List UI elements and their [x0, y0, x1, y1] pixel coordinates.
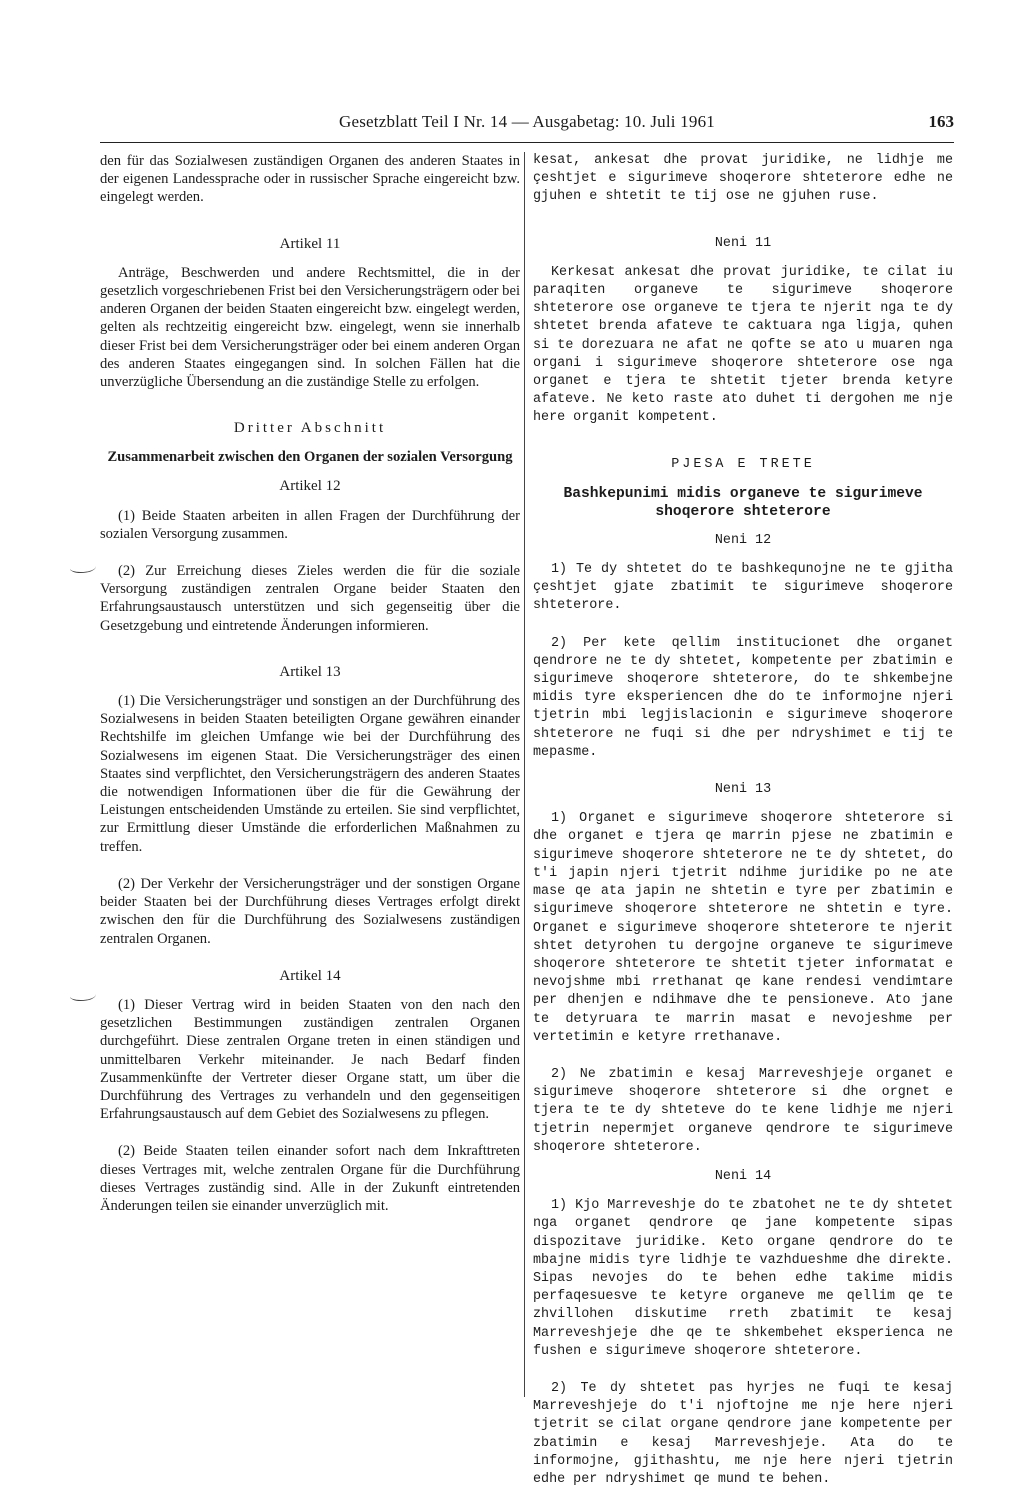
header-rule	[100, 142, 954, 143]
section-title: Bashkepunimi midis organeve te sigurimeve shoqerore shteterore	[563, 485, 923, 520]
neni-12-heading: Neni 12	[714, 532, 772, 548]
artikel-11-heading: Artikel 11	[279, 235, 341, 252]
page-number: 163	[928, 112, 954, 131]
artikel-11-paragraph: Anträge, Beschwerden und andere Rechtsmittel, die in der gesetzlich vorgeschriebenen Frist bei den Versicherungsträgern oder bei anderen Organen der beiden Staaten eingereicht bzw. eingelegt werden, gelten als rechtzeitig eingereicht bzw. eingelegt, wenn sie innerhalb dieser Frist bei dem Versicherungsträger oder bei einem anderen Organ des anderen Staates eingegangen sind. In solchen Fällen hat die unverzügliche Übersendung an die zuständige Stelle zu erfolgen.	[100, 264, 520, 391]
artikel-12-heading: Artikel 12	[279, 478, 341, 495]
right-column-albanian	[533, 152, 953, 1489]
neni-14-heading: Neni 14	[714, 1168, 772, 1184]
artikel-12-paragraph-1: (1) Beide Staaten arbeiten in allen Fragen der Durchführung der sozialen Versorgung zusammen.	[100, 507, 520, 542]
artikel-12-paragraph-2: (2) Zur Erreichung dieses Zieles werden die für die soziale Versorgung zuständigen zentralen Organe beider Staaten den Erfahrungsaustausch unterstützen und sich gegenseitig über die Gesetzgebung und eintretende Änderungen informieren.	[100, 563, 520, 634]
page-header	[100, 112, 954, 142]
neni-11-heading: Neni 11	[714, 235, 772, 251]
neni-14-paragraph-1: 1) Kjo Marreveshje do te zbatohet ne te dy shtetet nga organet qendrore qe jane kompetente sipas dispozitave juridike. Keto organe qendrore do te mbajne midis tyre lidhje te vazhdueshme dhe direkte. Sipas nevojes do te behen edhe takime midis perfaqesuesve te ketyre organeve me qellim qe te zhvillohen diskutime rreth zbatimit te kesaj Marreveshjeje dhe qe te shkembehet eksperienca ne fushen e sigurimeve shoqerore shteterore.	[533, 1198, 953, 1359]
pencil-mark	[70, 990, 96, 1001]
neni-13-paragraph-2: 2) Ne zbatimin e kesaj Marreveshjeje organet e sigurimeve shoqerore shteterore si dhe orgnet e tjera te te dy shteteve do te kene lidhje me njeri tjetrin nepermjet organeve qendrore te sigurimeve shoqerore shteterore.	[533, 1066, 953, 1155]
neni-14-paragraph-2: 2) Te dy shtetet pas hyrjes ne fuqi te kesaj Marreveshjeje do t'i njoftojne me nje here njeri tjetrit se cilat organe qendrore jane kompetente per zbatimin e kesaj Marreveshjeje. Ata do te informojne, gjithashtu, me nje here njeri tjetrin edhe per ndryshimet qe mund te behen.	[533, 1380, 953, 1487]
section-title: Zusammenarbeit zwischen den Organen der sozialen Versorgung	[107, 449, 513, 466]
artikel-14-paragraph-1: (1) Dieser Vertrag wird in beiden Staaten von den nach den gesetzlichen Bestimmungen zuständigen zentralen Organen durchgeführt. Diese zentralen Organe treten in einen ständigen und unmittelbaren Verkehr miteinander. Je nach Bedarf finden Zusammenkünfte der Vertreter dieser Organe statt, um über die Durchführung des Vertrages zu verhandeln und den gegenseitigen Erfahrungsaustausch auf dem Gebiet des Sozialwesens zu pflegen.	[100, 996, 520, 1123]
neni-12-paragraph-2: 2) Per kete qellim institucionet dhe organet qendrore ne te dy shtetet, kompetente per zbatimin e sigurimeve shoqerore shteterore, do te shkembejne midis tyre eksperiencen dhe do te informojne njeri tjetrin mbi legjislacionin e sigurimeve shoqerore shteterore ne fuqi si dhe per ndryshimet e tij te mepasme.	[533, 635, 953, 760]
neni-13-heading: Neni 13	[714, 782, 772, 798]
header-title: Gesetzblatt Teil I Nr. 14 — Ausgabetag: 10. Juli 1961	[339, 112, 715, 131]
artikel-14-heading: Artikel 14	[279, 967, 341, 984]
intro-paragraph: kesat, ankesat dhe provat juridike, ne lidhje me çeshtjet e sigurimeve shoqerore shteterore edhe ne gjuhen e shtetit te tij ose ne gjuhen ruse.	[533, 153, 953, 205]
neni-13-paragraph-1: 1) Organet e sigurimeve shoqerore shteterore si dhe organet e tjera qe marrin pjese ne zbatimin e sigurimeve shoqerore shteterore ne te dy shtetet, do t'i japin njeri tjetrit ndihme juridike po ne ate mase qe ata japin ne shtetin e tyre per zbatimin e sigurimeve shoqerore shteterore ne shtetin e tyre. Organet e sigurimeve shoqerore shteterore te njerit shtet detyrohen tu dergojne organeve te sigurimeve shoqerore shteterore te shtetit tjeter informatat e nevojshme mbi rrethanat qe kane rendesi vendimtare per dhenjen e ndihmave dhe te pensioneve. Ato jane te detyruara te marrin masat e nevojeshme per vertetimin e ketyre rrethanave.	[533, 811, 953, 1045]
neni-11-paragraph: Kerkesat ankesat dhe provat juridike, te cilat iu paraqiten organeve te sigurimeve shoqerore shteterore ose organeve te tjera te njerit nga te dy shtetet brenda afateve te caktuara nga ligja, quhen si te dorezuara ne afat ne qofte se ato u muaren nga organi i sigurimeve shoqerore shteterore ose nga organet e tjera te shtetit tjeter brenda ketyre afateve. Ne keto raste ato duhet ti dergohen me nje here organit kompetent.	[533, 264, 953, 426]
column-divider	[524, 152, 525, 1397]
section-label: PJESA E TRETE	[671, 456, 815, 472]
artikel-14-paragraph-2: (2) Beide Staaten teilen einander sofort nach dem Inkrafttreten dieses Vertrages mit, welche zentralen Organe für die Durchführung dieses Vertrages zuständig sind. Alle in der Zukunft eintretenden Änderungen teilen sie einander unverzüglich mit.	[100, 1143, 520, 1214]
section-label: Dritter Abschnitt	[233, 420, 387, 437]
pencil-mark	[70, 562, 96, 573]
neni-12-paragraph-1: 1) Te dy shtetet do te bashkequnojne ne te gjitha çeshtjet gjate zbatimit te sigurimeve shoqerore shteterore.	[533, 562, 953, 614]
artikel-13-paragraph-2: (2) Der Verkehr der Versicherungsträger und der sonstigen Organe beider Staaten bei der Durchführung dieses Vertrages erfolgt direkt zwischen den für die Durchführung des Sozialwesens zuständigen zentralen Organen.	[100, 875, 520, 947]
intro-paragraph: den für das Sozialwesen zuständigen Organen des anderen Staates in der eigenen Landessprache oder in russischer Sprache eingereicht bzw. eingelegt werden.	[100, 153, 520, 206]
left-column-german	[100, 152, 520, 1215]
artikel-13-heading: Artikel 13	[279, 663, 341, 680]
artikel-13-paragraph-1: (1) Die Versicherungsträger und sonstigen an der Durchführung des Sozialwesens in beiden Staaten beteiligten Organe gewähren einander Rechtshilfe im gleichen Umfange wie bei der Durchführung des Sozialwesens im eigenen Staat. Die Versicherungsträger des einen Staates sind verpflichtet, den Versicherungsträgern des anderen Staates die notwendigen Informationen über die für die Gewährung der Leistungen entscheidenden Umstände zu erteilen. Sie sind verpflichtet, zur Ermittlung dieser Umstände die erforderlichen Maßnahmen zu treffen.	[100, 693, 520, 855]
